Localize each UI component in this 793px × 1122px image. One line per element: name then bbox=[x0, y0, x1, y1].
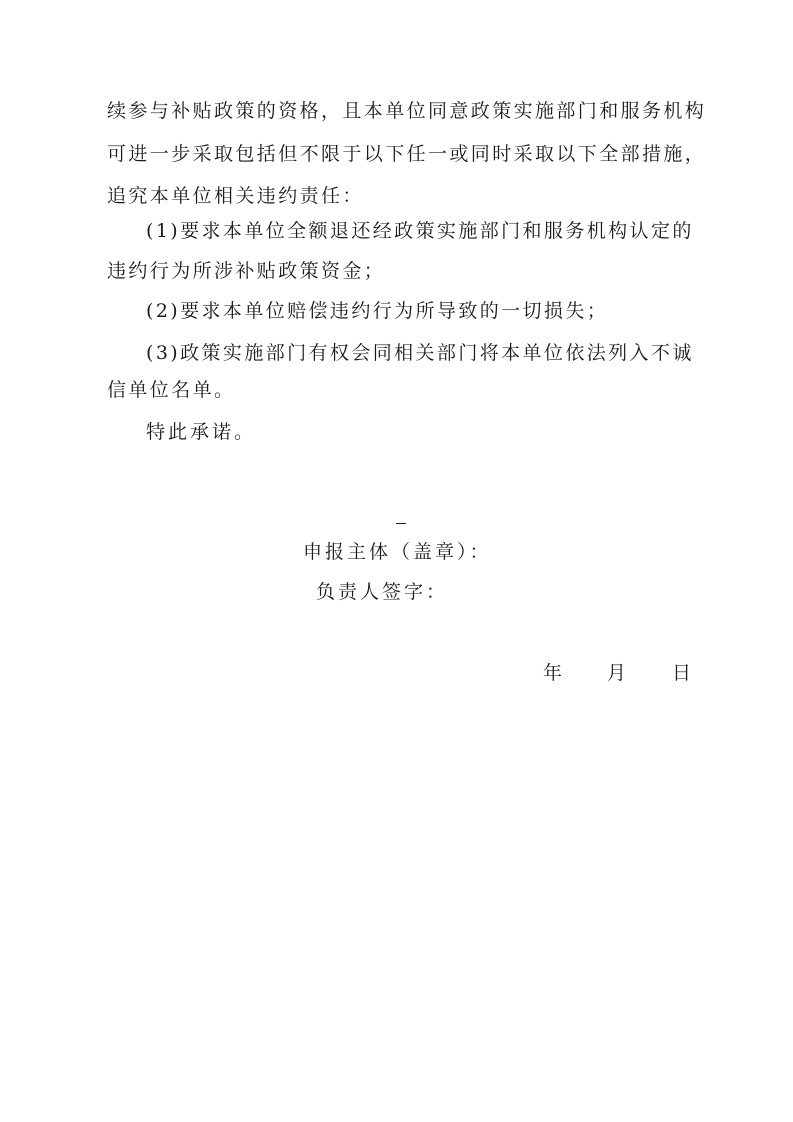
responsible-person-signature-label: 负责人签字： bbox=[316, 581, 449, 603]
body-line-2: 可进一步采取包括但不限于以下任一或同时采取以下全部措施， bbox=[107, 143, 707, 165]
closing-statement: 特此承诺。 bbox=[146, 421, 257, 443]
date-month-label: 月 bbox=[607, 662, 627, 684]
body-line-3: 追究本单位相关违约责任： bbox=[107, 185, 364, 207]
measure-item-1: (1)要求本单位全额退还经政策实施部门和服务机构认定的 bbox=[146, 220, 694, 242]
date-year-label: 年 bbox=[543, 662, 563, 684]
measure-item-3-continued: 信单位名单。 bbox=[107, 379, 236, 401]
body-line-1: 续参与补贴政策的资格，且本单位同意政策实施部门和服务机构 bbox=[107, 100, 707, 122]
measure-item-1-continued: 违约行为所涉补贴政策资金； bbox=[107, 260, 386, 282]
date-day-label: 日 bbox=[672, 662, 692, 684]
measure-item-3: (3)政策实施部门有权会同相关部门将本单位依法列入不诚 bbox=[146, 342, 694, 364]
signature-divider bbox=[396, 523, 406, 524]
measure-item-2: (2)要求本单位赔偿违约行为所导致的一切损失； bbox=[146, 300, 609, 322]
applicant-seal-label: 申报主体（盖章）： bbox=[303, 541, 492, 563]
